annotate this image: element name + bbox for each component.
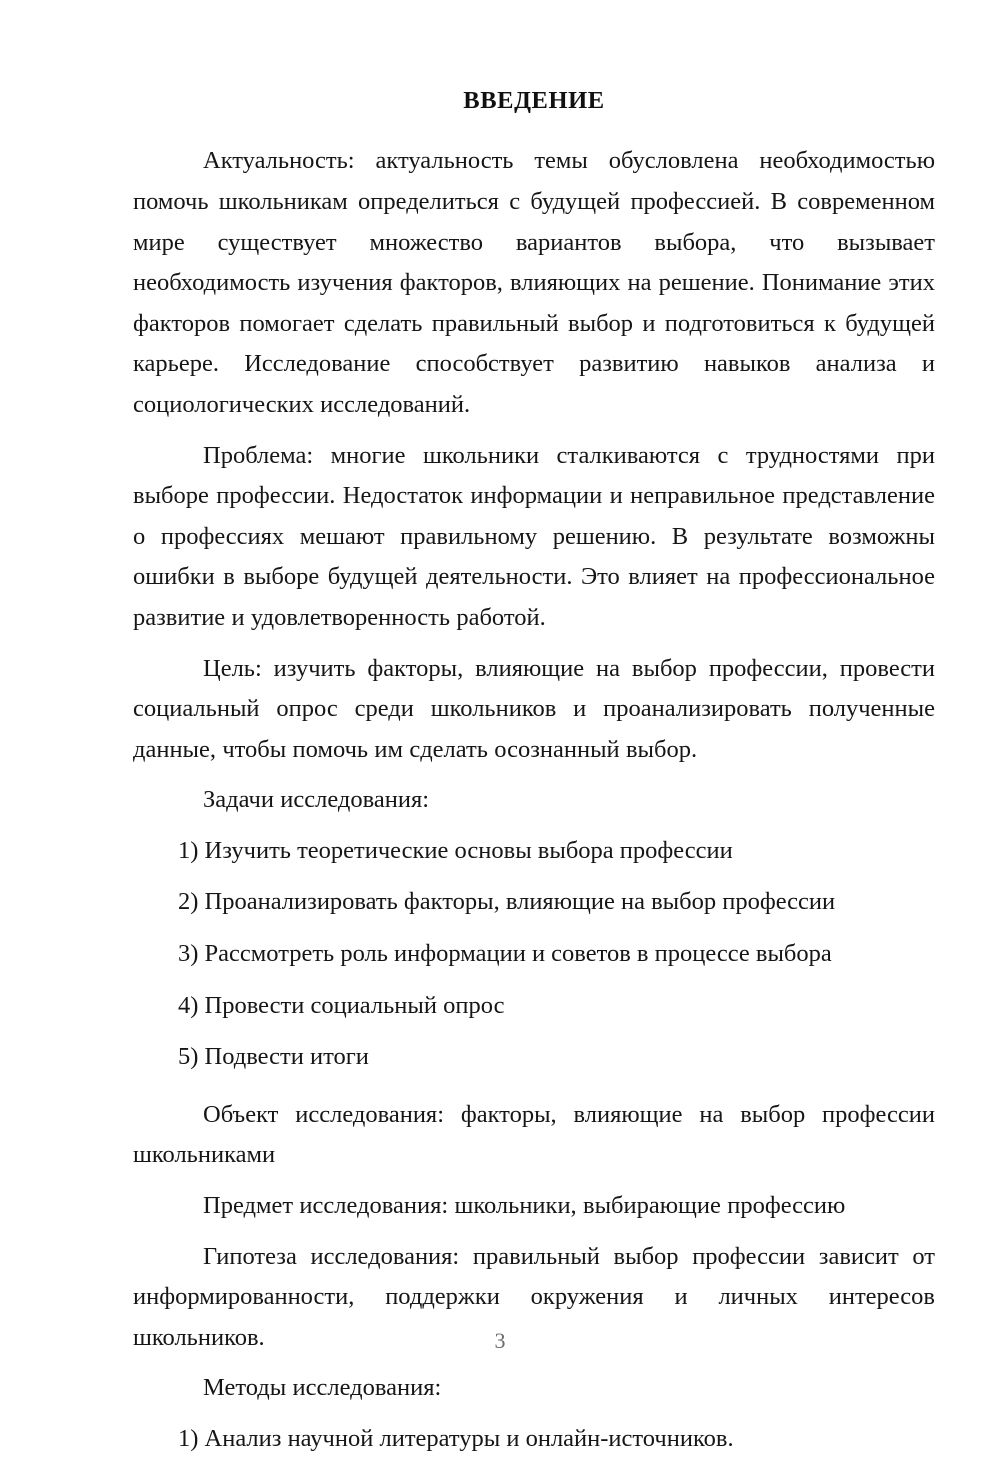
list-item: 1) Анализ научной литературы и онлайн-источников.	[178, 1425, 734, 1453]
paragraph-relevance: Актуальность: актуальность темы обусловлена необходимостью помочь школьникам определиться с будущей профессией. В современном мире существует множество вариантов выбора, что вызывает необходимость изучения факторов, влияющих на решение. Понимание этих факторов помогает сделать правильный выбор и подготовиться к будущей карьере. Исследование способствует развитию навыков анализа и социологических исследований.	[133, 147, 935, 418]
spacer	[133, 642, 935, 649]
spacer	[133, 1030, 935, 1037]
methods-heading: Методы исследования:	[203, 1374, 442, 1402]
page-number: 3	[494, 1328, 506, 1353]
document-body	[133, 86, 935, 1464]
list-item: 5) Подвести итоги	[178, 1043, 369, 1071]
list-item: 1) Изучить теоретические основы выбора профессии	[178, 836, 733, 864]
list-item: 3) Рассмотреть роль информации и советов в процессе выбора	[178, 940, 832, 968]
tasks-heading: Задачи исследования:	[203, 786, 430, 814]
paragraph-hypothesis: Гипотеза исследования: правильный выбор профессии зависит от информированности, поддержки окружения и личных интересов школьников.	[133, 1242, 935, 1351]
list-item: 2) Проанализировать факторы, влияющие на выбор профессии	[178, 888, 836, 916]
spacer	[133, 773, 935, 780]
spacer	[133, 1361, 935, 1368]
list-item: 4) Провести социальный опрос	[178, 991, 505, 1019]
spacer	[133, 1179, 935, 1186]
spacer	[133, 1230, 935, 1237]
page-title: ВВЕДЕНИЕ	[463, 87, 605, 114]
spacer	[133, 429, 935, 436]
paragraph-goal: Цель: изучить факторы, влияющие на выбор профессии, провести социальный опрос среди школьников и проанализировать полученные данные, чтобы помочь им сделать осознанный выбор.	[133, 654, 935, 763]
paragraph-subject: Предмет исследования: школьники, выбирающие профессию	[203, 1192, 846, 1220]
spacer	[133, 1412, 935, 1419]
paragraph-problem: Проблема: многие школьники сталкиваются с трудностями при выборе профессии. Недостаток информации и неправильное представление о профессиях мешают правильному решению. В результате возможны ошибки в выборе будущей деятельности. Это влияет на профессиональное развитие и удовлетворенность работой.	[133, 441, 935, 631]
spacer	[133, 979, 935, 986]
spacer	[133, 1082, 935, 1095]
spacer	[133, 824, 935, 831]
spacer	[133, 927, 935, 934]
paragraph-object: Объект исследования: факторы, влияющие на выбор профессии школьниками	[133, 1100, 935, 1169]
spacer	[133, 875, 935, 882]
